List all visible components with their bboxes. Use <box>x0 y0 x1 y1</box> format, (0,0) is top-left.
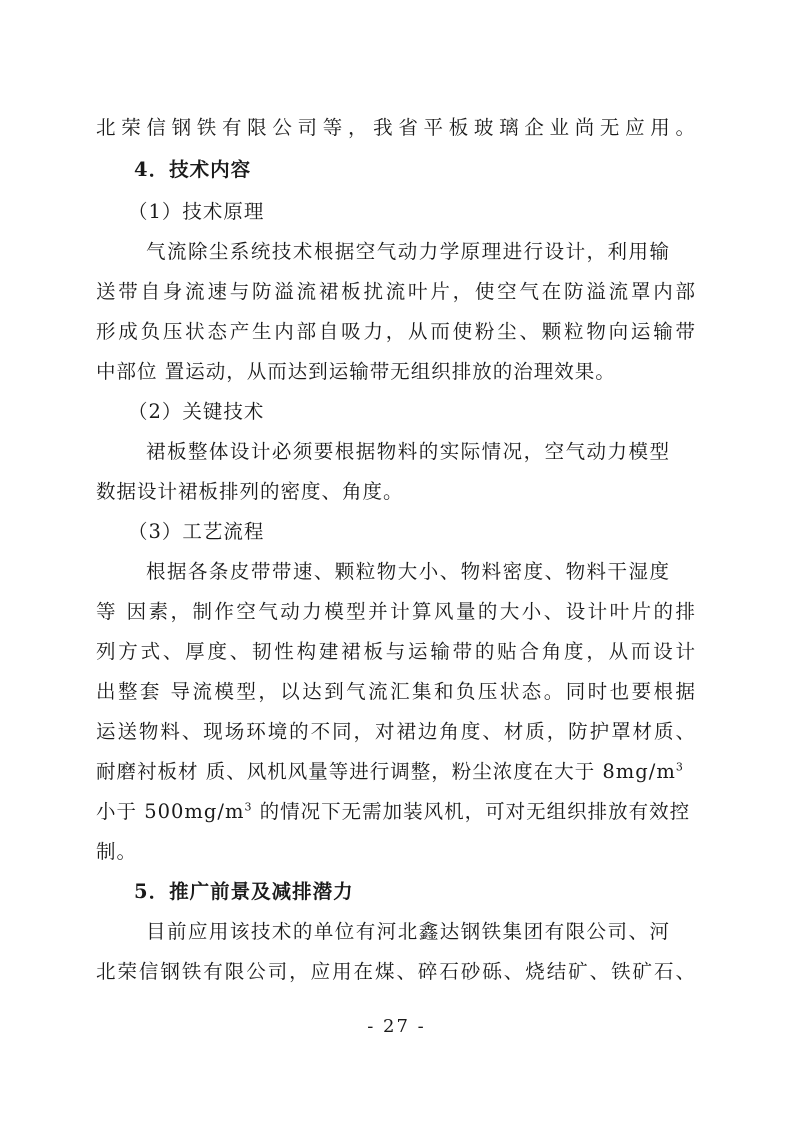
text-line: 目前应用该技术的单位有河北鑫达钢铁集团有限公司、河 <box>146 920 670 943</box>
text-line: 出整套 导流模型，以达到气流汇集和负压状态。同时也要根据 <box>96 680 696 703</box>
text-line: 数据设计裙板排列的密度、角度。 <box>96 480 404 503</box>
text-line: 根据各条皮带带速、颗粒物大小、物料密度、物料干湿度 <box>146 560 670 583</box>
text-line: 等 因素，制作空气动力模型并计算风量的大小、设计叶片的排 <box>96 600 696 623</box>
subsection-heading: （3）工艺流程 <box>128 520 265 543</box>
section-heading: 5．推广前景及减排潜力 <box>134 880 354 903</box>
text-line: 中部位 置运动，从而达到运输带无组织排放的治理效果。 <box>96 360 616 383</box>
text-segment: 小于 500mg/m <box>96 800 245 823</box>
text-line: 列方式、厚度、韧性构建裙板与运输带的贴合角度，从而设计 <box>96 640 696 663</box>
text-segment: 的情况下无需加装风机，可对无组织排放有效控 <box>252 800 691 823</box>
page-number: - 27 - <box>367 1016 426 1037</box>
text-line: 北荣信钢铁有限公司，应用在煤、碎石砂砾、烧结矿、铁矿石、 <box>96 960 696 983</box>
section-heading: 4．技术内容 <box>134 158 252 181</box>
text-line <box>96 798 696 826</box>
text-line: 裙板整体设计必须要根据物料的实际情况，空气动力模型 <box>146 440 670 463</box>
superscript: 3 <box>675 760 684 774</box>
text-line: 运送物料、现场环境的不同，对裙边角度、材质，防护罩材质、 <box>96 720 696 743</box>
superscript: 3 <box>244 800 253 814</box>
text-line: 送带自身流速与防溢流裙板扰流叶片，使空气在防溢流罩内部 <box>96 280 696 303</box>
text-line: 形成负压状态产生内部自吸力，从而使粉尘、颗粒物向运输带 <box>96 320 696 343</box>
text-line: 北荣信钢铁有限公司等，我省平板玻璃企业尚无应用。 <box>96 116 696 139</box>
text-line: 气流除尘系统技术根据空气动力学原理进行设计，利用输 <box>146 240 670 263</box>
subsection-heading: （2）关键技术 <box>128 400 265 423</box>
subsection-heading: （1）技术原理 <box>128 200 265 223</box>
text-line: 制。 <box>96 840 138 863</box>
text-segment: 耐磨衬板材 质、风机风量等进行调整，粉尘浓度在大于 8mg/m <box>96 760 676 783</box>
text-line <box>96 758 696 786</box>
